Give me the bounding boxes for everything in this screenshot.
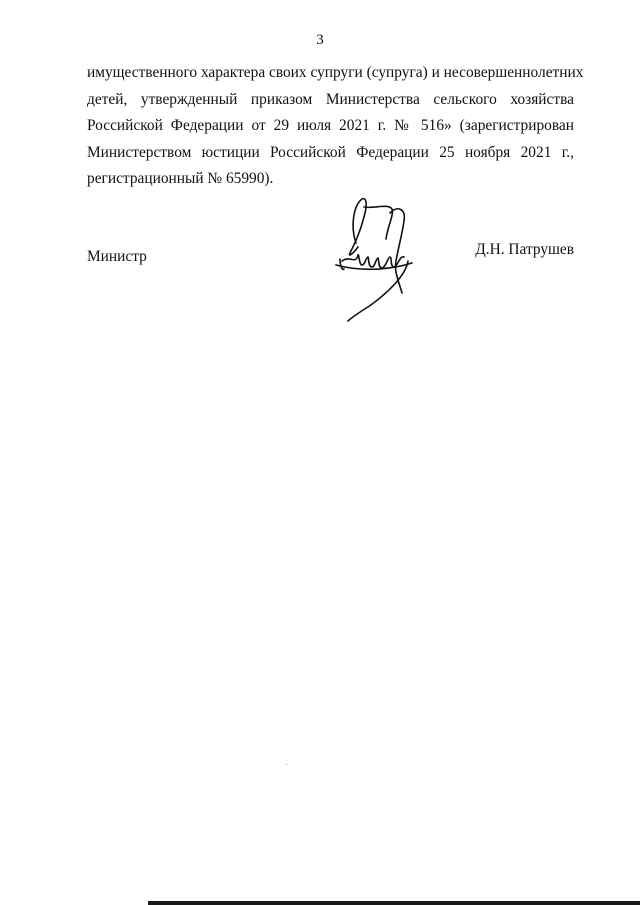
body-line-4: Министерством юстиции Российской Федерации 25 ноября 2021 г.,: [87, 144, 574, 161]
position-title: Министр: [87, 248, 147, 265]
body-line-2: детей, утвержденный приказом Министерства сельского хозяйства: [87, 91, 574, 108]
scan-edge-shadow: [148, 901, 640, 905]
body-line-1: имущественного характера своих супруги (супруга) и несовершеннолетних: [87, 64, 584, 81]
scan-artifact-dot: [286, 764, 287, 765]
page-number: 3: [316, 32, 324, 48]
body-line-5: регистрационный № 65990).: [87, 170, 274, 187]
handwritten-signature-icon: [328, 195, 418, 325]
signer-name: Д.Н. Патрушев: [475, 241, 574, 258]
body-line-3: Российской Федерации от 29 июля 2021 г. № 516» (зарегистрирован: [87, 117, 574, 134]
